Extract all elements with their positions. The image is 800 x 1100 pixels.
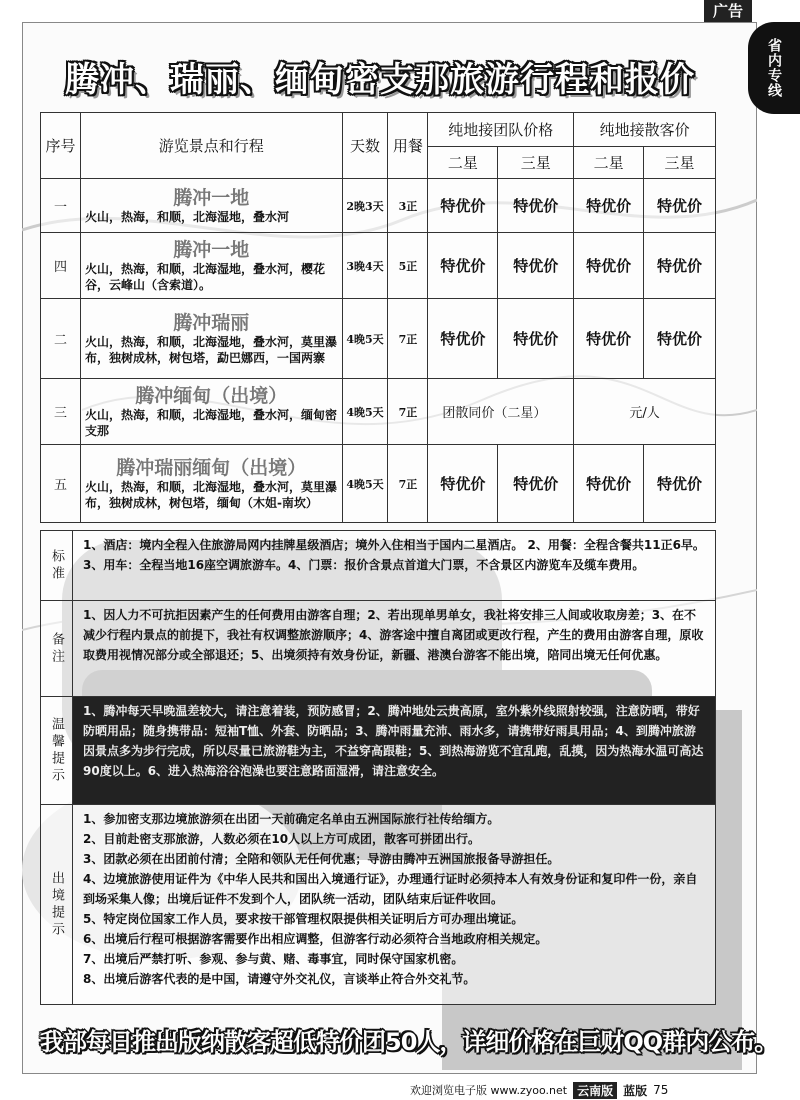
table-row bbox=[41, 299, 716, 379]
price-cell: 特优价 bbox=[574, 445, 644, 523]
table-row bbox=[41, 379, 716, 445]
row-days: 2晚3天 bbox=[342, 179, 388, 233]
row-index: 五 bbox=[41, 445, 81, 523]
row-index: 三 bbox=[41, 379, 81, 445]
notes-label: 备注 bbox=[41, 601, 73, 697]
price-cell: 特优价 bbox=[428, 299, 498, 379]
route-desc: 火山，热海，和顺，北海湿地，叠水河，樱花谷，云峰山（含索道）。 bbox=[84, 261, 325, 292]
route-desc: 火山，热海，和顺，北海湿地，叠水河，莫里瀑布，独树成林，树包塔，缅甸（木姐-南坎） bbox=[84, 479, 337, 510]
route-cell bbox=[80, 379, 342, 445]
price-cell: 特优价 bbox=[428, 445, 498, 523]
row-days: 4晚5天 bbox=[342, 379, 388, 445]
list-item: 1、参加密支那边境旅游须在出团一天前确定名单由五洲国际旅行社传给缅方。 bbox=[83, 812, 500, 826]
notes-body bbox=[73, 805, 716, 1005]
notes-label: 出境提示 bbox=[41, 805, 73, 1005]
price-cell: 特优价 bbox=[644, 179, 716, 233]
header-meal: 用餐 bbox=[388, 113, 428, 179]
route-title: 腾冲瑞丽缅甸（出境） bbox=[116, 456, 307, 479]
group-same-price-note: 团散同价（二星） bbox=[428, 379, 574, 445]
list-item: 3、团款必须在出团前付清；全陪和领队无任何优惠；导游由腾冲五洲国旅报备导游担任。 bbox=[83, 852, 560, 866]
table-row bbox=[41, 445, 716, 523]
header-scatter-three-star: 三星 bbox=[644, 147, 716, 179]
price-cell: 特优价 bbox=[574, 179, 644, 233]
price-cell: 特优价 bbox=[574, 233, 644, 299]
notes-row-standard bbox=[41, 531, 716, 601]
list-item: 7、出境后严禁打听、参观、参与黄、赌、毒事宜，同时保守国家机密。 bbox=[83, 952, 464, 966]
notes-table bbox=[40, 530, 716, 1005]
row-index: 四 bbox=[41, 233, 81, 299]
price-cell: 特优价 bbox=[428, 233, 498, 299]
route-title: 腾冲瑞丽 bbox=[173, 311, 250, 334]
footer-site[interactable]: 欢迎浏览电子版 www.zyoo.net bbox=[410, 1084, 568, 1097]
ad-tag: 广告 bbox=[704, 0, 752, 22]
route-desc: 火山，热海，和顺，北海湿地，叠水河，莫里瀑布，独树成林，树包塔，勐巴娜西，一国两寨 bbox=[84, 334, 337, 365]
route-title: 腾冲缅甸（出境） bbox=[135, 384, 288, 407]
notes-row-exit-tips bbox=[41, 805, 716, 1005]
row-index: 二 bbox=[41, 299, 81, 379]
row-meal: 7正 bbox=[388, 299, 428, 379]
page-number: 75 bbox=[653, 1083, 669, 1097]
header-group-three-star: 三星 bbox=[498, 147, 574, 179]
price-unit: 元/人 bbox=[574, 379, 716, 445]
row-meal: 7正 bbox=[388, 445, 428, 523]
list-item: 2、目前赴密支那旅游，人数必须在10人以上方可成团，散客可拼团出行。 bbox=[83, 832, 481, 846]
table-row bbox=[41, 233, 716, 299]
notes-label: 标准 bbox=[41, 531, 73, 601]
page-footer bbox=[410, 1080, 668, 1100]
row-days: 3晚4天 bbox=[342, 233, 388, 299]
list-item: 5、特定岗位国家工作人员，要求按干部管理权限提供相关证明后方可办理出境证。 bbox=[83, 912, 524, 926]
price-cell: 特优价 bbox=[498, 445, 574, 523]
price-cell: 特优价 bbox=[498, 233, 574, 299]
header-group-price: 纯地接团队价格 bbox=[428, 113, 574, 147]
notes-body: 1、因人力不可抗拒因素产生的任何费用由游客自理；2、若出现单男单女，我社将安排三人间或收取房差；3、在不减少行程内景点的前提下，我社有权调整旅游顺序；4、游客途中擅自离团或更改行程，产生的费用由游客自理，原收取费用视情况部分或全部退还；5、出境须持有效身份证，新疆、港澳台游客不能出境，陪同出境无任何优惠。 bbox=[73, 601, 716, 697]
notes-label: 温馨提示 bbox=[41, 697, 73, 805]
price-cell: 特优价 bbox=[644, 233, 716, 299]
side-tab-province-route: 省内专线 bbox=[748, 22, 800, 114]
header-group-two-star: 二星 bbox=[428, 147, 498, 179]
price-cell: 特优价 bbox=[498, 299, 574, 379]
price-cell: 特优价 bbox=[644, 299, 716, 379]
row-meal: 5正 bbox=[388, 233, 428, 299]
route-cell bbox=[80, 233, 342, 299]
header-scatter-two-star: 二星 bbox=[574, 147, 644, 179]
price-cell: 特优价 bbox=[574, 299, 644, 379]
promo-banner: 我部每日推出版纳散客超低特价团50人，详细价格在巨财QQ群内公布。 bbox=[40, 1028, 778, 1056]
route-title: 腾冲一地 bbox=[173, 186, 250, 209]
route-title: 腾冲一地 bbox=[173, 238, 250, 261]
price-cell: 特优价 bbox=[428, 179, 498, 233]
table-row bbox=[41, 179, 716, 233]
footer-edition: 云南版 bbox=[573, 1082, 617, 1099]
route-desc: 火山，热海，和顺，北海湿地，叠水河，缅甸密支那 bbox=[84, 407, 337, 438]
row-index: 一 bbox=[41, 179, 81, 233]
row-days: 4晚5天 bbox=[342, 299, 388, 379]
row-days: 4晚5天 bbox=[342, 445, 388, 523]
header-route: 游览景点和行程 bbox=[80, 113, 342, 179]
header-scatter-price: 纯地接散客价 bbox=[574, 113, 716, 147]
itinerary-price-table bbox=[40, 112, 716, 523]
list-item: 8、出境后游客代表的是中国，请遵守外交礼仪，言谈举止符合外交礼节。 bbox=[83, 972, 476, 986]
page-title: 腾冲、瑞丽、缅甸密支那旅游行程和报价 bbox=[65, 60, 695, 100]
header-index: 序号 bbox=[41, 113, 81, 179]
route-cell bbox=[80, 179, 342, 233]
header-days: 天数 bbox=[342, 113, 388, 179]
price-cell: 特优价 bbox=[644, 445, 716, 523]
route-cell bbox=[80, 445, 342, 523]
route-cell bbox=[80, 299, 342, 379]
row-meal: 3正 bbox=[388, 179, 428, 233]
notes-body: 1、酒店：境内全程入住旅游局网内挂牌星级酒店；境外入住相当于国内二星酒店。 2、用餐：全程含餐共11正6早。3、用车：全程当地16座空调旅游车。4、门票：报价含景点首道大门票，不含景区内游览车及缆车费用。 bbox=[73, 531, 716, 601]
notes-row-remarks bbox=[41, 601, 716, 697]
list-item: 4、边境旅游使用证件为《中华人民共和国出入境通行证》，办理通行证时必须持本人有效身份证和复印件一份，亲自到场采集人像；出境后证件不发到个人，团队统一活动，团队结束后证件收回。 bbox=[83, 872, 698, 906]
route-desc: 火山，热海，和顺，北海湿地，叠水河 bbox=[84, 209, 289, 224]
price-cell: 特优价 bbox=[498, 179, 574, 233]
footer-version: 蓝版 bbox=[623, 1083, 648, 1098]
notes-row-tips bbox=[41, 697, 716, 805]
list-item: 6、出境后行程可根据游客需要作出相应调整，但游客行动必须符合当地政府相关规定。 bbox=[83, 932, 548, 946]
row-meal: 7正 bbox=[388, 379, 428, 445]
notes-body: 1、腾冲每天早晚温差较大，请注意着装，预防感冒；2、腾冲地处云贵高原，室外紫外线照射较强，注意防晒，带好防晒用品；随身携带品：短袖T恤、外套、防晒品；3、腾冲雨量充沛、雨水多，请携带好雨具用品；4、到腾冲旅游因景点多为步行完成，所以尽量已旅游鞋为主，不益穿高跟鞋；5、到热海游览不宜乱跑，乱摸，因为热海水温可高达90度以上。6、进入热海浴谷泡澡也要注意路面湿滑，请注意安全。 bbox=[73, 697, 716, 805]
